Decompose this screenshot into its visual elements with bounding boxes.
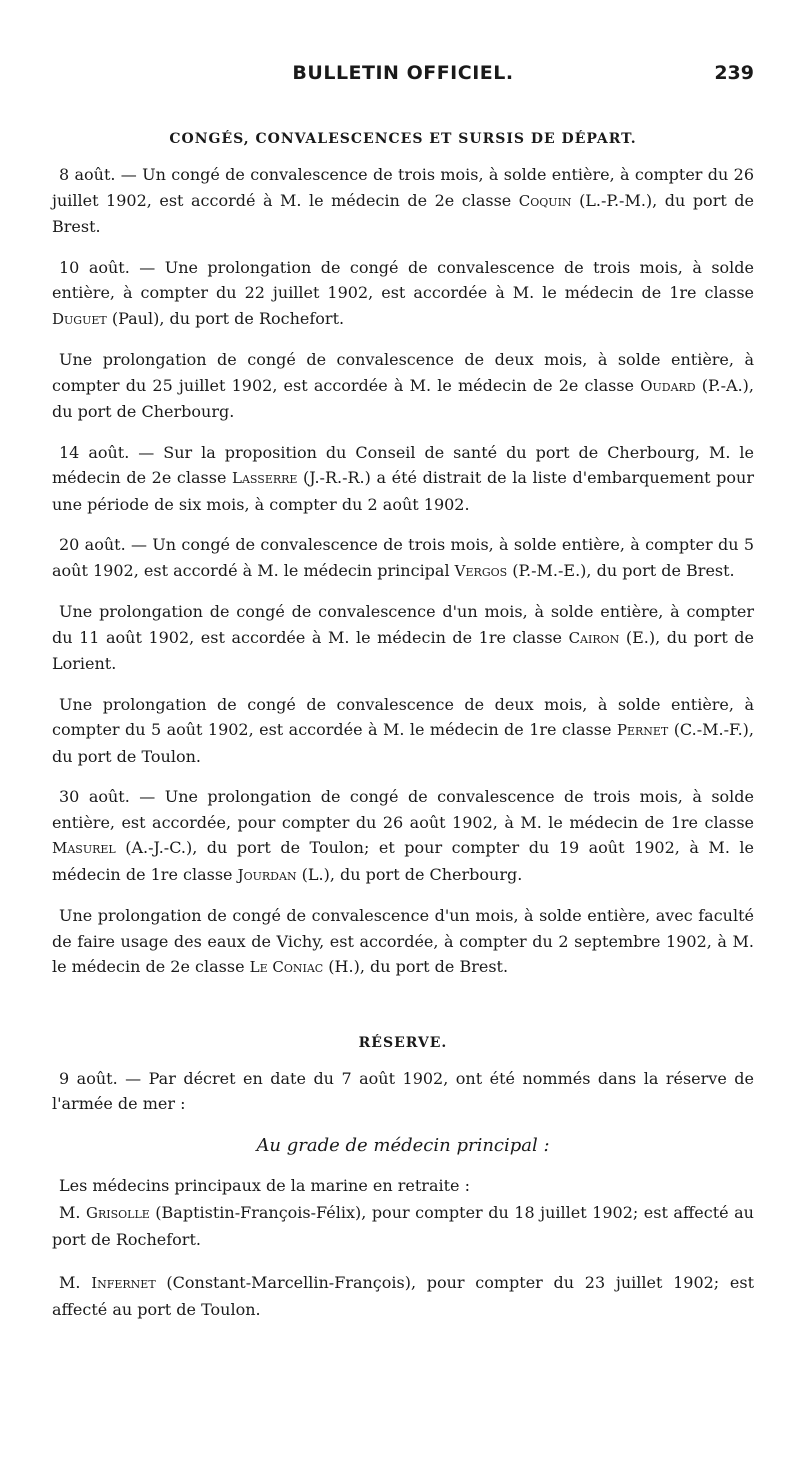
section-heading-conges: CONGÉS, CONVALESCENCES ET SURSIS DE DÉPART. [169,131,637,147]
page-number: 239 [714,62,754,84]
grade-heading: Au grade de médecin principal : [256,1134,550,1156]
entry-paragraph: 14 août. — Sur la proposition du Conseil de santé du port de Cherbourg, M. le médecin de 2e classe Lasserre (J.-R.-R.) a été distrait de la liste d'embarquement pour une période de six mois, à compter du 2 août 1902. [52,442,755,514]
section-spacer [52,996,754,1032]
officer-name: Masurel [52,839,116,857]
entry-paragraph: Une prolongation de congé de convalescence de deux mois, à solde entière, à compter du 25 juillet 1902, est accordée à M. le médecin de 2e classe Oudard (P.-A.), du port de Cherbourg. [52,350,755,421]
reserve-intro: 9 août. — Par décret en date du 7 août 1902, ont été nommés dans la réserve de l'armée de mer : [52,1068,754,1113]
list-intro: Les médecins principaux de la marine en retraite : [59,1175,470,1195]
entry-paragraph: Une prolongation de congé de convalescence d'un mois, à solde entière, avec faculté de faire usage des eaux de Vichy, est accordée, à compter du 2 septembre 1902, à M. le médecin de 2e classe Le Coniac (H.), du port de Brest. [52,906,754,976]
officer-name: Grisolle [85,1204,150,1222]
appointment-entry: M. Grisolle (Baptistin-François-Félix), pour compter du 18 juillet 1902; est affecté au port de Rochefort. [52,1203,754,1249]
officer-name: Cairon [568,628,620,647]
officer-name: Jourdan [237,865,297,884]
officer-name: Le Coniac [249,958,324,976]
officer-name: Coquin [518,191,572,210]
page-content [52,128,754,1324]
entry-paragraph: 8 août. — Un congé de convalescence de trois mois, à solde entière, à compter du 26 juillet 1902, est accordé à M. le médecin de 2e classe Coquin (L.-P.-M.), du port de Brest. [52,165,754,236]
section-heading-reserve: RÉSERVE. [358,1034,448,1051]
entry-paragraph: 30 août. — Une prolongation de congé de convalescence de trois mois, à solde entière, est accordée, pour compter du 26 août 1902, à M. le médecin de 1re classe Masurel (A.-J.-C.), du port de Toulon; et pour compter du 19 août 1902, à M. le médecin de 1re classe Jourdan (L.), du port de Cherbourg. [52,787,754,884]
officer-name: Infernet [91,1274,156,1292]
entry-paragraph: Une prolongation de congé de convalescence d'un mois, à solde entière, à compter du 11 août 1902, est accordée à M. le médecin de 1re classe Cairon (E.), du port de Lorient. [52,602,755,673]
officer-name: Lasserre [232,469,298,487]
bulletin-title: BULLETIN OFFICIEL. [292,62,514,84]
appointment-entry: M. Infernet (Constant-Marcellin-François), pour compter du 23 juillet 1902; est affecté au port de Toulon. [52,1273,755,1319]
officer-name: Duguet [52,309,107,328]
page-header [52,62,754,96]
officer-name: Oudard [640,376,696,395]
entry-paragraph: Une prolongation de congé de convalescence de deux mois, à solde entière, à compter du 5 août 1902, est accordée à M. le médecin de 1re classe Pernet (C.-M.-F.), du port de Toulon. [52,694,754,766]
entry-paragraph: 20 août. — Un congé de convalescence de trois mois, à solde entière, à compter du 5 août 1902, est accordé à M. le médecin principal Vergos (P.-M.-E.), du port de Brest. [52,535,754,580]
entry-paragraph: 10 août. — Une prolongation de congé de convalescence de trois mois, à solde entière, à compter du 22 juillet 1902, est accordée à M. le médecin de 1re classe Duguet (Paul), du port de Rochefort. [52,257,754,328]
officer-name: Vergos [454,561,508,580]
officer-name: Pernet [616,721,669,739]
